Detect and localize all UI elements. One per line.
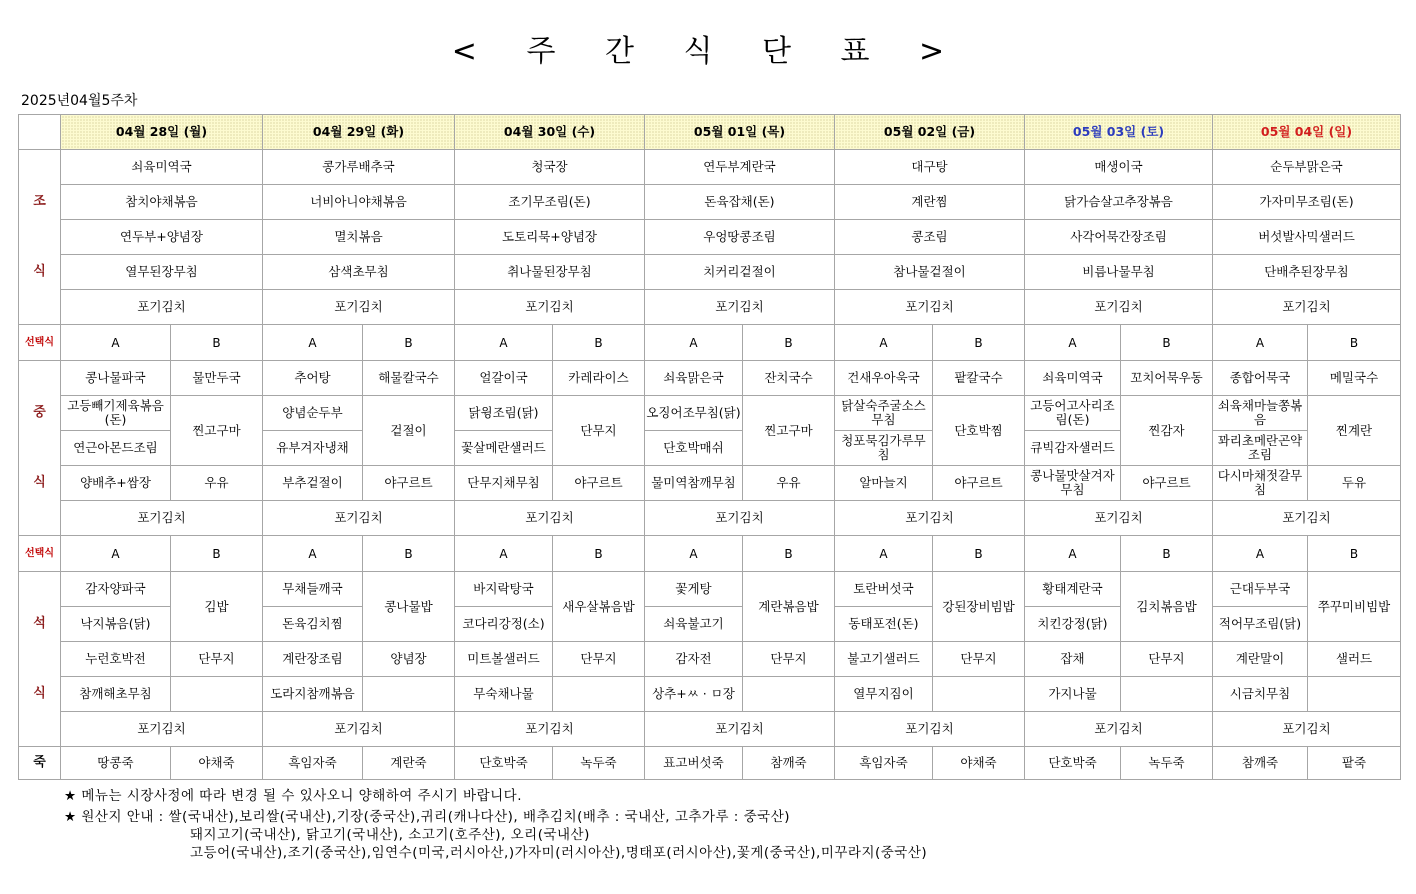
dinner-b-item: 단무지	[1121, 642, 1213, 677]
breakfast-item: 매생이국	[1025, 150, 1213, 185]
option-a-header: A	[263, 325, 363, 361]
lunch-b-item: 찐감자	[1121, 396, 1213, 466]
option-a-header: A	[455, 325, 553, 361]
lunch-a-item: 연근아몬드조림	[61, 431, 171, 466]
breakfast-item: 포기김치	[1025, 290, 1213, 325]
day-header: 04월 30일 (수)	[455, 115, 645, 150]
dinner-b-empty	[171, 677, 263, 712]
breakfast-item: 콩조림	[835, 220, 1025, 255]
dinner-b-item: 강된장비빔밥	[933, 572, 1025, 642]
jook-b-item: 야채죽	[933, 747, 1025, 780]
option-a-header: A	[1025, 325, 1121, 361]
meal-label	[19, 150, 61, 185]
dinner-a-item: 무숙채나물	[455, 677, 553, 712]
weekly-menu-table	[18, 114, 1401, 780]
lunch-a-item: 물미역참깨무침	[645, 466, 743, 501]
dinner-a-item: 꽃게탕	[645, 572, 743, 607]
lunch-a-item: 고등어고사리조림(돈)	[1025, 396, 1121, 431]
meal-label	[19, 642, 61, 677]
lunch-a-item: 추어탕	[263, 361, 363, 396]
breakfast-item: 치커리겉절이	[645, 255, 835, 290]
jook-b-item: 녹두죽	[553, 747, 645, 780]
dinner-a-item: 시금치무침	[1213, 677, 1308, 712]
option-b-header: B	[1308, 325, 1401, 361]
option-b-header: B	[1308, 536, 1401, 572]
lunch-b-item: 찐고구마	[743, 396, 835, 466]
jook-b-item: 녹두죽	[1121, 747, 1213, 780]
dinner-a-item: 코다리강정(소)	[455, 607, 553, 642]
origin-line-1: ★ 원산지 안내 : 쌀(국내산),보리쌀(국내산),기장(중국산),귀리(캐나다산), 배추김치(배추 : 국내산, 고추가루 : 중국산)	[64, 809, 791, 825]
lunch-a-item: 다시마채젓갈무침	[1213, 466, 1308, 501]
jook-a-item: 땅콩죽	[61, 747, 171, 780]
jook-label: 죽	[19, 747, 61, 780]
lunch-b-item: 찐고구마	[171, 396, 263, 466]
breakfast-item: 열무된장무침	[61, 255, 263, 290]
lunch-b-item: 우유	[743, 466, 835, 501]
dinner-a-item: 동태포전(돈)	[835, 607, 933, 642]
dinner-b-item: 단무지	[743, 642, 835, 677]
dinner-a-item: 가지나물	[1025, 677, 1121, 712]
lunch-a-item: 단무지채무침	[455, 466, 553, 501]
lunch-b-item: 야구르트	[933, 466, 1025, 501]
option-b-header: B	[933, 325, 1025, 361]
dinner-a-item: 토란버섯국	[835, 572, 933, 607]
breakfast-item: 참치야채볶음	[61, 185, 263, 220]
lunch-a-item: 단호박매쉬	[645, 431, 743, 466]
dinner-a-item: 치킨강정(닭)	[1025, 607, 1121, 642]
corner-cell	[19, 115, 61, 150]
jook-a-item: 흑임자죽	[835, 747, 933, 780]
notice-line: ★ 메뉴는 시장사정에 따라 변경 될 수 있사오니 양해하여 주시기 바랍니다.	[64, 788, 522, 804]
selection-label: 선택식	[19, 325, 61, 361]
meal-label	[19, 501, 61, 536]
lunch-b-item: 단무지	[553, 396, 645, 466]
lunch-kimchi: 포기김치	[263, 501, 455, 536]
meal-label: 식	[19, 255, 61, 290]
lunch-b-item: 카레라이스	[553, 361, 645, 396]
dinner-b-item: 단무지	[553, 642, 645, 677]
dinner-a-item: 적어무조림(닭)	[1213, 607, 1308, 642]
lunch-b-item: 메밀국수	[1308, 361, 1401, 396]
lunch-b-item: 야구르트	[553, 466, 645, 501]
dinner-a-item: 근대두부국	[1213, 572, 1308, 607]
jook-a-item: 단호박죽	[1025, 747, 1121, 780]
lunch-a-item: 양배추+쌈장	[61, 466, 171, 501]
dinner-a-item: 감자전	[645, 642, 743, 677]
lunch-a-item: 꽈리초메란곤약조림	[1213, 431, 1308, 466]
day-header: 05월 03일 (토)	[1025, 115, 1213, 150]
option-a-header: A	[645, 325, 743, 361]
option-a-header: A	[835, 325, 933, 361]
dinner-b-item: 단무지	[171, 642, 263, 677]
breakfast-item: 조기무조림(돈)	[455, 185, 645, 220]
option-a-header: A	[835, 536, 933, 572]
dinner-a-item: 누런호박전	[61, 642, 171, 677]
origin-line-3: 고등어(국내산),조기(중국산),임연수(미국,러시아산,)가자미(러시아산),명태포(러시아산),꽃게(중국산),미꾸라지(중국산)	[190, 845, 928, 861]
option-b-header: B	[171, 536, 263, 572]
lunch-b-item: 두유	[1308, 466, 1401, 501]
dinner-b-item: 콩나물밥	[363, 572, 455, 642]
dinner-b-empty	[553, 677, 645, 712]
lunch-a-item: 큐빅감자샐러드	[1025, 431, 1121, 466]
jook-b-item: 참깨죽	[743, 747, 835, 780]
meal-label	[19, 290, 61, 325]
dinner-kimchi: 포기김치	[1025, 712, 1213, 747]
jook-b-item: 야채죽	[171, 747, 263, 780]
meal-label: 식	[19, 677, 61, 712]
lunch-a-item: 콩나물파국	[61, 361, 171, 396]
day-header: 05월 04일 (일)	[1213, 115, 1401, 150]
lunch-a-item: 알마늘지	[835, 466, 933, 501]
breakfast-item: 가자미무조림(돈)	[1213, 185, 1401, 220]
lunch-kimchi: 포기김치	[61, 501, 263, 536]
day-header: 04월 28일 (월)	[61, 115, 263, 150]
lunch-a-item: 오징어조무침(닭)	[645, 396, 743, 431]
breakfast-item: 포기김치	[61, 290, 263, 325]
jook-b-item: 계란죽	[363, 747, 455, 780]
breakfast-item: 포기김치	[263, 290, 455, 325]
dinner-a-item: 계란말이	[1213, 642, 1308, 677]
dinner-a-item: 미트볼샐러드	[455, 642, 553, 677]
option-a-header: A	[61, 325, 171, 361]
dinner-kimchi: 포기김치	[1213, 712, 1401, 747]
dinner-b-empty	[933, 677, 1025, 712]
lunch-a-item: 얼갈이국	[455, 361, 553, 396]
lunch-a-item: 닭윙조림(닭)	[455, 396, 553, 431]
dinner-kimchi: 포기김치	[455, 712, 645, 747]
option-a-header: A	[1213, 325, 1308, 361]
meal-label	[19, 712, 61, 747]
lunch-a-item: 부추겉절이	[263, 466, 363, 501]
lunch-b-item: 단호박찜	[933, 396, 1025, 466]
meal-label	[19, 431, 61, 466]
lunch-a-item: 쇠육미역국	[1025, 361, 1121, 396]
breakfast-item: 청국장	[455, 150, 645, 185]
jook-a-item: 표고버섯죽	[645, 747, 743, 780]
breakfast-item: 너비아니야채볶음	[263, 185, 455, 220]
lunch-a-item: 종합어묵국	[1213, 361, 1308, 396]
lunch-b-item: 팥칼국수	[933, 361, 1025, 396]
dinner-b-item: 새우살볶음밥	[553, 572, 645, 642]
lunch-a-item: 쇠육맑은국	[645, 361, 743, 396]
option-b-header: B	[1121, 536, 1213, 572]
dinner-kimchi: 포기김치	[61, 712, 263, 747]
meal-label	[19, 572, 61, 607]
dinner-a-item: 상추+ㅆ · ㅁ장	[645, 677, 743, 712]
jook-b-item: 팥죽	[1308, 747, 1401, 780]
dinner-a-item: 참깨해초무침	[61, 677, 171, 712]
dinner-a-item: 바지락탕국	[455, 572, 553, 607]
jook-a-item: 단호박죽	[455, 747, 553, 780]
lunch-kimchi: 포기김치	[1025, 501, 1213, 536]
lunch-kimchi: 포기김치	[455, 501, 645, 536]
lunch-b-item: 우유	[171, 466, 263, 501]
option-b-header: B	[363, 536, 455, 572]
lunch-a-item: 청포묵김가루무침	[835, 431, 933, 466]
option-b-header: B	[553, 536, 645, 572]
page-title: < 주 간 식 단 표 >	[451, 34, 965, 69]
breakfast-item: 포기김치	[455, 290, 645, 325]
lunch-b-item: 찐계란	[1308, 396, 1401, 466]
lunch-a-item: 건새우아욱국	[835, 361, 933, 396]
breakfast-item: 대구탕	[835, 150, 1025, 185]
dinner-a-item: 잡채	[1025, 642, 1121, 677]
lunch-a-item: 꽃살메란샐러드	[455, 431, 553, 466]
breakfast-item: 참나물겉절이	[835, 255, 1025, 290]
week-label: 2025년04월5주차	[21, 93, 138, 109]
dinner-kimchi: 포기김치	[835, 712, 1025, 747]
breakfast-item: 닭가슴살고추장볶음	[1025, 185, 1213, 220]
lunch-b-item: 꼬치어묵우동	[1121, 361, 1213, 396]
selection-label: 선택식	[19, 536, 61, 572]
dinner-b-item: 양념장	[363, 642, 455, 677]
breakfast-item: 삼색초무침	[263, 255, 455, 290]
breakfast-item: 단배추된장무침	[1213, 255, 1401, 290]
dinner-b-empty	[1121, 677, 1213, 712]
dinner-a-item: 황태계란국	[1025, 572, 1121, 607]
dinner-b-empty	[1308, 677, 1401, 712]
dinner-a-item: 열무지짐이	[835, 677, 933, 712]
dinner-b-item: 김치볶음밥	[1121, 572, 1213, 642]
option-a-header: A	[1025, 536, 1121, 572]
option-a-header: A	[1213, 536, 1308, 572]
breakfast-item: 연두부계란국	[645, 150, 835, 185]
meal-label: 식	[19, 466, 61, 501]
dinner-b-item: 쭈꾸미비빔밥	[1308, 572, 1401, 642]
dinner-a-item: 돈육김치찜	[263, 607, 363, 642]
meal-label: 중	[19, 396, 61, 431]
dinner-b-item: 김밥	[171, 572, 263, 642]
dinner-a-item: 계란장조림	[263, 642, 363, 677]
lunch-a-item: 유부겨자냉채	[263, 431, 363, 466]
jook-a-item: 흑임자죽	[263, 747, 363, 780]
meal-label: 조	[19, 185, 61, 220]
dinner-b-empty	[743, 677, 835, 712]
dinner-a-item: 감자양파국	[61, 572, 171, 607]
breakfast-item: 비름나물무침	[1025, 255, 1213, 290]
meal-label	[19, 220, 61, 255]
meal-label	[19, 361, 61, 396]
breakfast-item: 포기김치	[1213, 290, 1401, 325]
breakfast-item: 콩가루배추국	[263, 150, 455, 185]
dinner-a-item: 낙지볶음(닭)	[61, 607, 171, 642]
breakfast-item: 버섯발사믹샐러드	[1213, 220, 1401, 255]
dinner-a-item: 쇠육불고기	[645, 607, 743, 642]
breakfast-item: 취나물된장무침	[455, 255, 645, 290]
lunch-a-item: 고등빼기제육볶음(돈)	[61, 396, 171, 431]
lunch-b-item: 물만두국	[171, 361, 263, 396]
dinner-a-item: 도라지참깨볶음	[263, 677, 363, 712]
dinner-b-empty	[363, 677, 455, 712]
meal-label: 석	[19, 607, 61, 642]
option-a-header: A	[455, 536, 553, 572]
dinner-kimchi: 포기김치	[263, 712, 455, 747]
day-header: 05월 02일 (금)	[835, 115, 1025, 150]
breakfast-item: 연두부+양념장	[61, 220, 263, 255]
breakfast-item: 도토리묵+양념장	[455, 220, 645, 255]
option-a-header: A	[61, 536, 171, 572]
breakfast-item: 사각어묵간장조림	[1025, 220, 1213, 255]
lunch-b-item: 겉절이	[363, 396, 455, 466]
lunch-a-item: 양념순두부	[263, 396, 363, 431]
breakfast-item: 돈육잡채(돈)	[645, 185, 835, 220]
lunch-b-item: 해물칼국수	[363, 361, 455, 396]
dinner-b-item: 계란볶음밥	[743, 572, 835, 642]
jook-a-item: 참깨죽	[1213, 747, 1308, 780]
lunch-kimchi: 포기김치	[1213, 501, 1401, 536]
dinner-a-item: 불고기샐러드	[835, 642, 933, 677]
breakfast-item: 멸치볶음	[263, 220, 455, 255]
option-b-header: B	[743, 536, 835, 572]
breakfast-item: 포기김치	[645, 290, 835, 325]
lunch-a-item: 쇠육채마늘쫑볶음	[1213, 396, 1308, 431]
lunch-kimchi: 포기김치	[645, 501, 835, 536]
day-header: 05월 01일 (목)	[645, 115, 835, 150]
lunch-a-item: 닭살숙주굴소스무침	[835, 396, 933, 431]
option-a-header: A	[645, 536, 743, 572]
option-b-header: B	[363, 325, 455, 361]
option-a-header: A	[263, 536, 363, 572]
option-b-header: B	[933, 536, 1025, 572]
option-b-header: B	[1121, 325, 1213, 361]
lunch-b-item: 잔치국수	[743, 361, 835, 396]
option-b-header: B	[171, 325, 263, 361]
dinner-a-item: 무채들깨국	[263, 572, 363, 607]
lunch-b-item: 야구르트	[1121, 466, 1213, 501]
breakfast-item: 우엉땅콩조림	[645, 220, 835, 255]
option-b-header: B	[743, 325, 835, 361]
lunch-kimchi: 포기김치	[835, 501, 1025, 536]
lunch-b-item: 야구르트	[363, 466, 455, 501]
breakfast-item: 쇠육미역국	[61, 150, 263, 185]
day-header: 04월 29일 (화)	[263, 115, 455, 150]
breakfast-item: 순두부맑은국	[1213, 150, 1401, 185]
origin-line-2: 돼지고기(국내산), 닭고기(국내산), 소고기(호주산), 오리(국내산)	[190, 827, 590, 843]
lunch-a-item: 콩나물맛살겨자무침	[1025, 466, 1121, 501]
breakfast-item: 계란찜	[835, 185, 1025, 220]
dinner-b-item: 단무지	[933, 642, 1025, 677]
dinner-b-item: 샐러드	[1308, 642, 1401, 677]
option-b-header: B	[553, 325, 645, 361]
breakfast-item: 포기김치	[835, 290, 1025, 325]
dinner-kimchi: 포기김치	[645, 712, 835, 747]
